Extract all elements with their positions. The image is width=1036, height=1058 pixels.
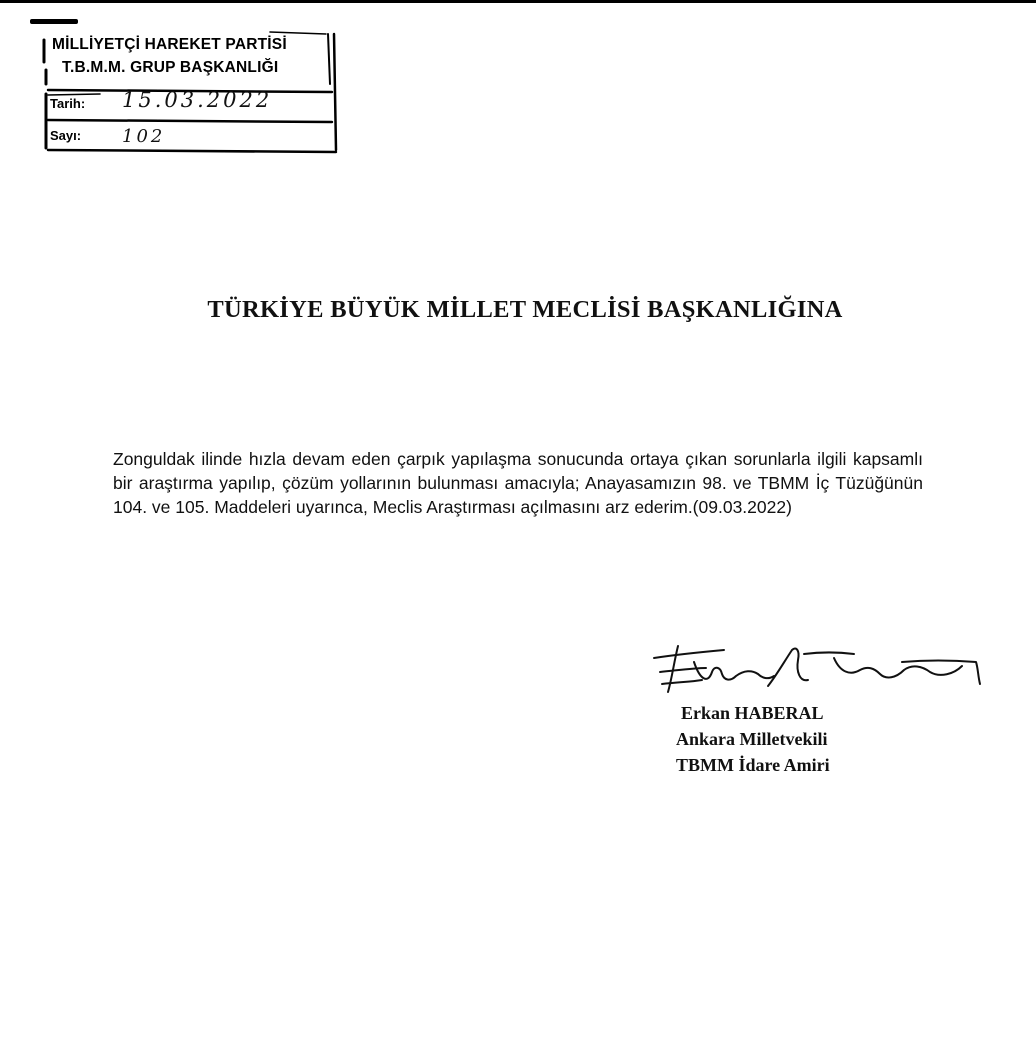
scan-top-edge [0, 0, 1036, 3]
stamp-party-name: MİLLİYETÇİ HAREKET PARTİSİ [52, 36, 287, 53]
registry-stamp [40, 30, 340, 154]
handwritten-signature-icon [650, 640, 990, 700]
stamp-date-label: Tarih: [50, 96, 86, 111]
document-heading [0, 296, 1036, 324]
heading-text: TÜRKİYE BÜYÜK MİLLET MECLİSİ BAŞKANLIĞINA [207, 296, 843, 323]
signatory-office: TBMM İdare Amiri [676, 755, 830, 775]
document-body: Zonguldak ilinde hızla devam eden çarpık yapılaşma sonucunda ortaya çıkan sorunlarla ilgili kapsamlı bir araştırma yapılıp, çözüm yollarının bulunması amacıyla; Anayasamızın 98. ve TBMM İç Tüzüğünün 104. ve 105. Maddeleri uyarınca, Meclis Araştırması açılmasını arz ederim.(09.03.2022) [113, 449, 923, 517]
stamp-number-label: Sayı: [50, 128, 82, 143]
signatory-name: Erkan HABERAL [681, 703, 824, 723]
stamp-group-name: T.B.M.M. GRUP BAŞKANLIĞI [62, 59, 279, 76]
signatory-role: Ankara Milletvekili [676, 729, 828, 749]
scan-mark [30, 19, 78, 24]
signatory-block [676, 700, 856, 778]
stamp-number-value: 102 [122, 126, 166, 147]
stamp-date-value: 15.03.2022 [122, 88, 273, 112]
